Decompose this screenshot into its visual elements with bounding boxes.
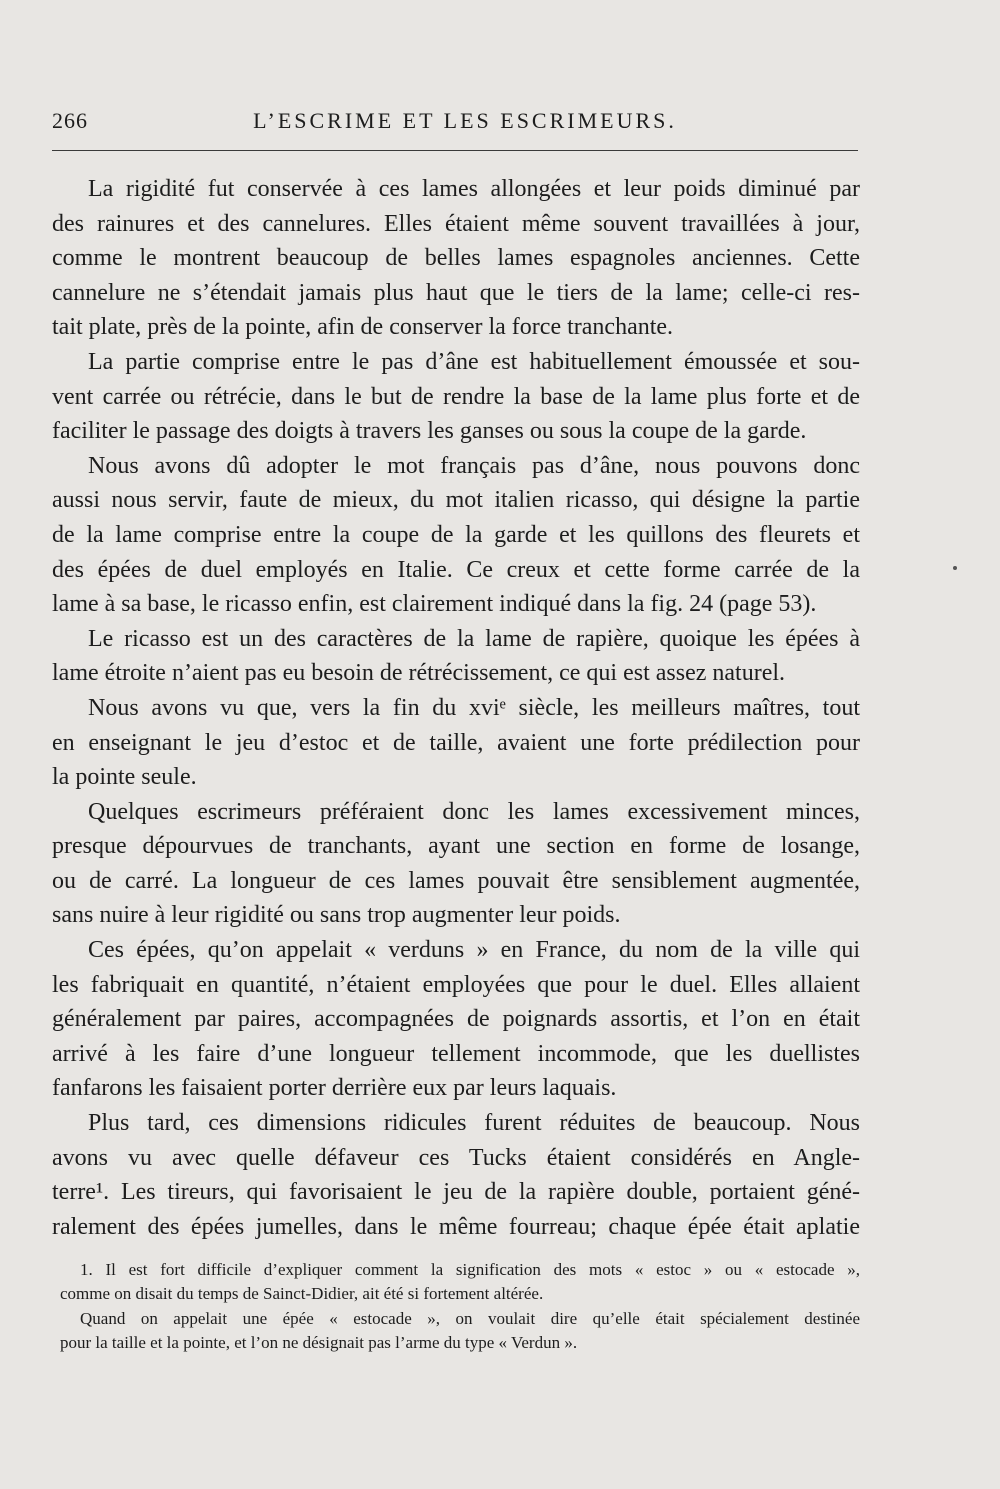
paragraph [52,691,860,795]
text-line: lame à sa base, le ricasso enfin, est clairement indiqué dans la fig. 24 (page 53). [52,591,817,618]
page-number: 266 [52,108,88,133]
text-line: Nous avons dû adopter le mot français pas d’âne, nous pouvons donc [88,452,860,479]
text-line: fanfarons les faisaient porter derrière eux par leurs laquais. [52,1075,617,1102]
paragraph [52,933,860,1106]
text-line: en enseignant le jeu d’estoc et de taille, avaient une forte prédilection pour [52,729,860,756]
footnote-line: pour la taille et la pointe, et l’on ne désignait pas l’arme du type « Verdun ». [60,1332,578,1352]
text-line: comme le montrent beaucoup de belles lames espagnoles anciennes. Cette [52,245,860,272]
text-line: Ces épées, qu’on appelait « verduns » en France, du nom de la ville qui [88,937,860,964]
text-line: cannelure ne s’étendait jamais plus haut que le tiers de la lame; celle-ci res- [52,279,860,306]
text-line: avons vu avec quelle défaveur ces Tucks étaient considérés en Angle- [52,1144,860,1171]
running-title: L’ESCRIME ET LES ESCRIMEURS. [253,108,677,133]
text-line: de la lame comprise entre la coupe de la garde et les quillons des fleurets et [52,521,860,548]
footnote-line: Quand on appelait une épée « estocade », on voulait dire qu’elle était spécialement destinée [80,1309,860,1328]
text-line: lame étroite n’aient pas eu besoin de rétrécissement, ce qui est assez naturel. [52,660,786,687]
text-line: généralement par paires, accompagnées de poignards assortis, et l’on en était [52,1006,860,1033]
margin-speck [953,566,957,570]
text-line: vent carrée ou rétrécie, dans le but de rendre la base de la lame plus forte et de [52,383,860,410]
text-line: Nous avons vu que, vers la fin du xviᵉ siècle, les meilleurs maîtres, tout [88,694,860,721]
text-line: Le ricasso est un des caractères de la lame de rapière, quoique les épées à [88,625,860,652]
text-line: des rainures et des cannelures. Elles étaient même souvent travaillées à jour, [52,210,860,237]
text-line: des épées de duel employés en Italie. Ce creux et cette forme carrée de la [52,556,860,583]
text-line: faciliter le passage des doigts à travers les ganses ou sous la coupe de la garde. [52,418,807,445]
text-line: sans nuire à leur rigidité ou sans trop augmenter leur poids. [52,902,621,929]
footnote [60,1307,860,1354]
footnote [60,1258,860,1305]
text-line: Plus tard, ces dimensions ridicules furent réduites de beaucoup. Nous [88,1110,860,1137]
text-line: La rigidité fut conservée à ces lames allongées et leur poids diminué par [88,176,860,202]
paragraph [52,449,860,622]
page-header [52,108,858,140]
text-line: arrivé à les faire d’une longueur tellement incommode, que les duellistes [52,1040,860,1067]
text-line: les fabriquait en quantité, n’étaient employées que pour le duel. Elles allaient [52,971,860,998]
text-line: ralement des épées jumelles, dans le même fourreau; chaque épée était aplatie [52,1213,860,1240]
text-line: tait plate, près de la pointe, afin de conserver la force tranchante. [52,314,674,341]
header-rule [52,150,858,151]
body-text [52,172,860,1244]
paragraph [52,795,860,933]
text-line: Quelques escrimeurs préféraient donc les lames excessivement minces, [88,798,860,825]
text-line: la pointe seule. [52,764,197,791]
text-line: presque dépourvues de tranchants, ayant une section en forme de losange, [52,833,860,860]
text-line: terre¹. Les tireurs, qui favorisaient le jeu de la rapière double, portaient géné- [52,1179,860,1206]
paragraph [52,622,860,691]
text-line: ou de carré. La longueur de ces lames pouvait être sensiblement augmentée, [52,867,860,894]
paragraph [52,1106,860,1244]
paragraph [52,172,860,345]
text-line: aussi nous servir, faute de mieux, du mot italien ricasso, qui désigne la partie [52,487,860,514]
footnotes [60,1258,860,1354]
paragraph [52,345,860,449]
footnote-line: comme on disait du temps de Sainct-Didier, ait été si fortement altérée. [60,1283,544,1303]
footnote-line: 1. Il est fort difficile d’expliquer comment la signification des mots « estoc » ou « estocade », [80,1260,860,1279]
text-line: La partie comprise entre le pas d’âne est habituellement émoussée et sou- [88,348,860,375]
